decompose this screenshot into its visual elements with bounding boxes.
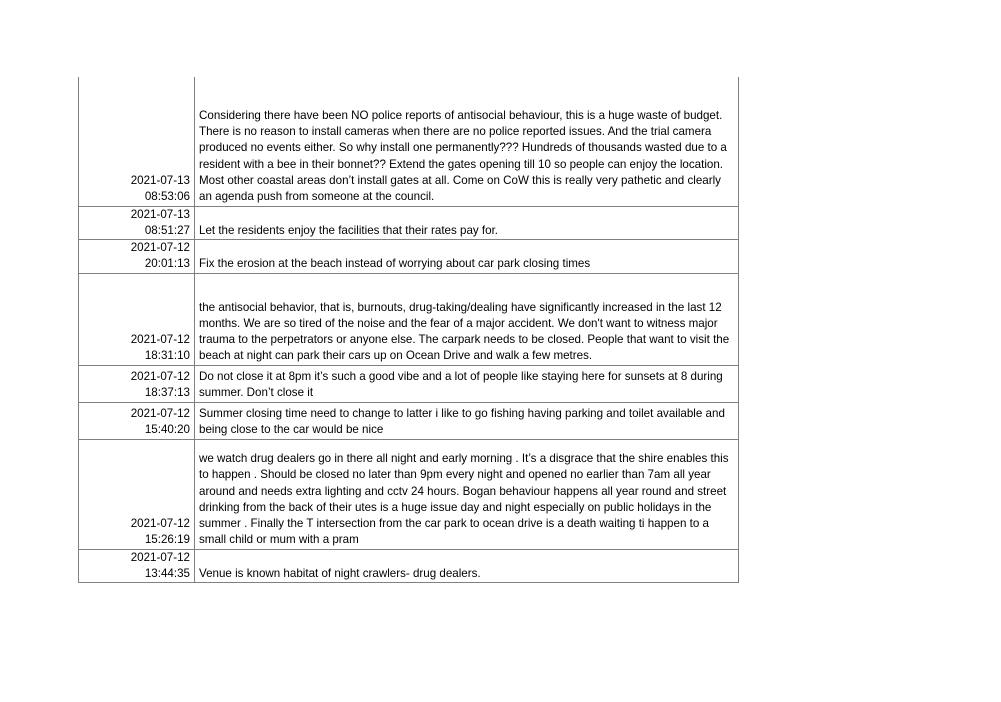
timestamp-cell (79, 549, 195, 583)
comment-cell (195, 240, 739, 274)
comment-text: the antisocial behavior, that is, burnouts, drug-taking/dealing have significantly increased in the last 12 months. We are so tired of the noise and the fear of a major accident. We don't want to witness major trauma to the perpetrators or anyone else. The carpark needs to be closed. People that want to visit the beach at night can park their cars up on Ocean Drive and walk a few metres. (199, 300, 730, 363)
date: 2021-07-13 (130, 173, 190, 187)
comment-cell (195, 365, 739, 402)
date: 2021-07-12 (130, 241, 190, 255)
comments-table (78, 77, 739, 583)
comment-text: Venue is known habitat of night crawlers- drug dealers. (199, 566, 481, 580)
table-row (79, 206, 739, 240)
timestamp-cell (79, 206, 195, 240)
time: 18:31:10 (144, 349, 190, 363)
date: 2021-07-12 (130, 517, 190, 531)
table-row (79, 273, 739, 365)
table-row (79, 402, 739, 439)
comment-cell (195, 402, 739, 439)
time: 15:40:20 (144, 423, 190, 437)
date: 2021-07-12 (130, 407, 190, 421)
time: 18:37:13 (144, 386, 190, 400)
timestamp-cell (79, 77, 195, 206)
comment-text: Do not close it at 8pm it’s such a good vibe and a lot of people like staying here for sunsets at 8 during summer. Don’t close it (199, 370, 723, 400)
time: 08:51:27 (144, 223, 190, 237)
timestamp-cell (79, 402, 195, 439)
table-row (79, 365, 739, 402)
date: 2021-07-12 (130, 370, 190, 384)
date: 2021-07-12 (130, 333, 190, 347)
comment-cell (195, 439, 739, 549)
timestamp-cell (79, 365, 195, 402)
time: 15:26:19 (144, 533, 190, 547)
table-row (79, 77, 739, 206)
comment-cell (195, 549, 739, 583)
timestamp-cell (79, 273, 195, 365)
comment-text: Fix the erosion at the beach instead of worrying about car park closing times (199, 257, 591, 271)
table-row (79, 240, 739, 274)
time: 08:53:06 (144, 190, 190, 204)
date: 2021-07-13 (130, 207, 190, 221)
time: 13:44:35 (144, 566, 190, 580)
comment-text: Summer closing time need to change to latter i like to go fishing having parking and toilet available and being close to the car would be nice (199, 407, 725, 437)
comment-cell (195, 206, 739, 240)
timestamp-cell (79, 240, 195, 274)
table-row (79, 549, 739, 583)
comments-sheet (78, 77, 738, 583)
time: 20:01:13 (144, 257, 190, 271)
comment-text: Let the residents enjoy the facilities that their rates pay for. (199, 223, 499, 237)
comment-cell (195, 77, 739, 206)
comment-cell (195, 273, 739, 365)
table-row (79, 439, 739, 549)
timestamp-cell (79, 439, 195, 549)
date: 2021-07-12 (130, 550, 190, 564)
comment-text: we watch drug dealers go in there all night and early morning . It’s a disgrace that the shire enables this to happen . Should be closed no later than 9pm every night and opened no earlier than 7am all year around and needs extra lighting and cctv 24 hours. Bogan behaviour happens all year round and street drinking from the back of their utes is a huge issue day and night especially on public holidays in the summer . Finally the T intersection from the car park to ocean drive is a death waiting ti happen to a small child or mum with a pram (199, 451, 729, 547)
comment-text: Considering there have been NO police reports of antisocial behaviour, this is a huge waste of budget. There is no reason to install cameras when there are no police reported issues. And the trial camera produced no events either. So why install one permanently??? Hundreds of thousands wasted due to a resident with a bee in their bonnet?? Extend the gates opening till 10 so people can enjoy the location. Most other coastal areas don’t install gates at all. Come on CoW this is really very pathetic and clearly an agenda push from someone at the council. (199, 108, 727, 204)
